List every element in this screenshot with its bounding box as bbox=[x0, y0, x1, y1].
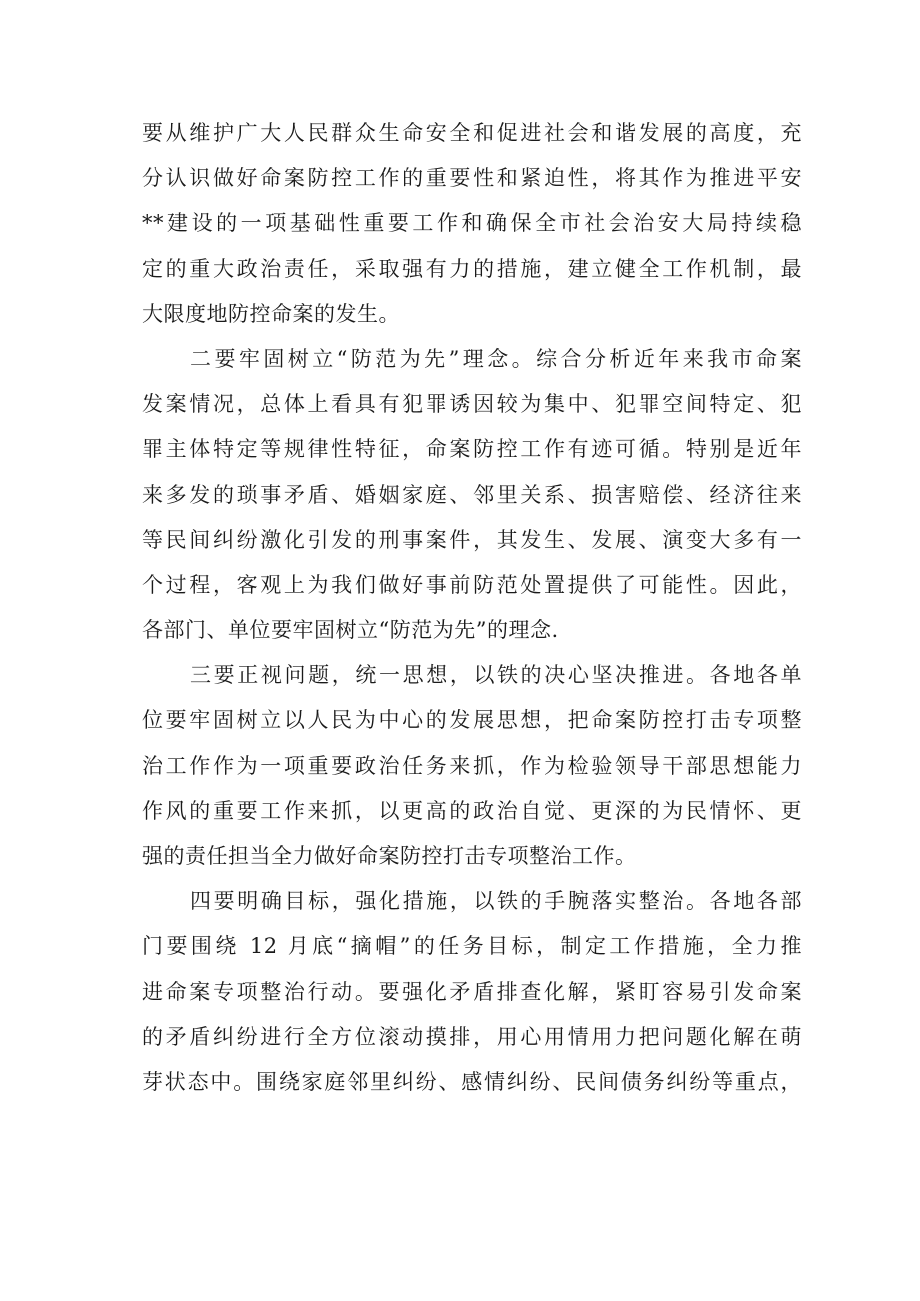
paragraph-2-line-3: 罪主体特定等规律性特征，命案防控工作有迹可循。特别是近年 bbox=[142, 437, 802, 462]
paragraph-3-line-1: 三要正视问题，统一思想，以铁的决心坚决推进。各地各单 bbox=[190, 663, 802, 688]
paragraph-1-line-2: 分认识做好命案防控工作的重要性和紧迫性，将其作为推进平安 bbox=[142, 166, 802, 191]
paragraph-2-line-5: 等民间纠纷激化引发的刑事案件，其发生、发展、演变大多有一 bbox=[142, 527, 802, 552]
document-body bbox=[142, 111, 802, 1105]
paragraph-4-line-4: 的矛盾纠纷进行全方位滚动摸排，用心用情用力把问题化解在萌 bbox=[142, 1024, 802, 1049]
paragraph-1-line-1: 要从维护广大人民群众生命安全和促进社会和谐发展的高度，充 bbox=[142, 121, 802, 145]
paragraph-1-line-3: **建设的一项基础性重要工作和确保全市社会治安大局持续稳 bbox=[142, 211, 802, 236]
paragraph-4-line-5: 芽状态中。围绕家庭邻里纠纷、感情纠纷、民间债务纠纷等重点， bbox=[142, 1069, 802, 1094]
paragraph-4-line-2: 门要围绕 12 月底“摘帽”的任务目标，制定工作措施，全力推 bbox=[142, 934, 802, 959]
paragraph-4-line-1: 四要明确目标，强化措施，以铁的手腕落实整治。各地各部 bbox=[190, 889, 802, 914]
paragraph-2-line-1: 二要牢固树立“防范为先”理念。综合分析近年来我市命案 bbox=[190, 346, 802, 371]
paragraph-1-line-4: 定的重大政治责任，采取强有力的措施，建立健全工作机制，最 bbox=[142, 256, 802, 281]
paragraph-3-line-4: 作风的重要工作来抓，以更高的政治自觉、更深的为民情怀、更 bbox=[142, 798, 802, 823]
paragraph-2-line-7: 各部门、单位要牢固树立“防范为先”的理念. bbox=[142, 618, 559, 643]
paragraph-4-line-3: 进命案专项整治行动。要强化矛盾排查化解，紧盯容易引发命案 bbox=[142, 979, 802, 1004]
paragraph-1-line-5: 大限度地防控命案的发生。 bbox=[142, 301, 400, 326]
paragraph-2-line-4: 来多发的琐事矛盾、婚姻家庭、邻里关系、损害赔偿、经济往来 bbox=[142, 482, 802, 507]
paragraph-2-line-6: 个过程，客观上为我们做好事前防范处置提供了可能性。因此， bbox=[142, 572, 802, 597]
paragraph-2-line-2: 发案情况，总体上看具有犯罪诱因较为集中、犯罪空间特定、犯 bbox=[142, 392, 802, 417]
paragraph-3-line-3: 治工作作为一项重要政治任务来抓，作为检验领导干部思想能力 bbox=[142, 753, 802, 778]
paragraph-3-line-5: 强的责任担当全力做好命案防控打击专项整治工作。 bbox=[142, 844, 637, 868]
paragraph-3-line-2: 位要牢固树立以人民为中心的发展思想，把命案防控打击专项整 bbox=[142, 708, 802, 733]
